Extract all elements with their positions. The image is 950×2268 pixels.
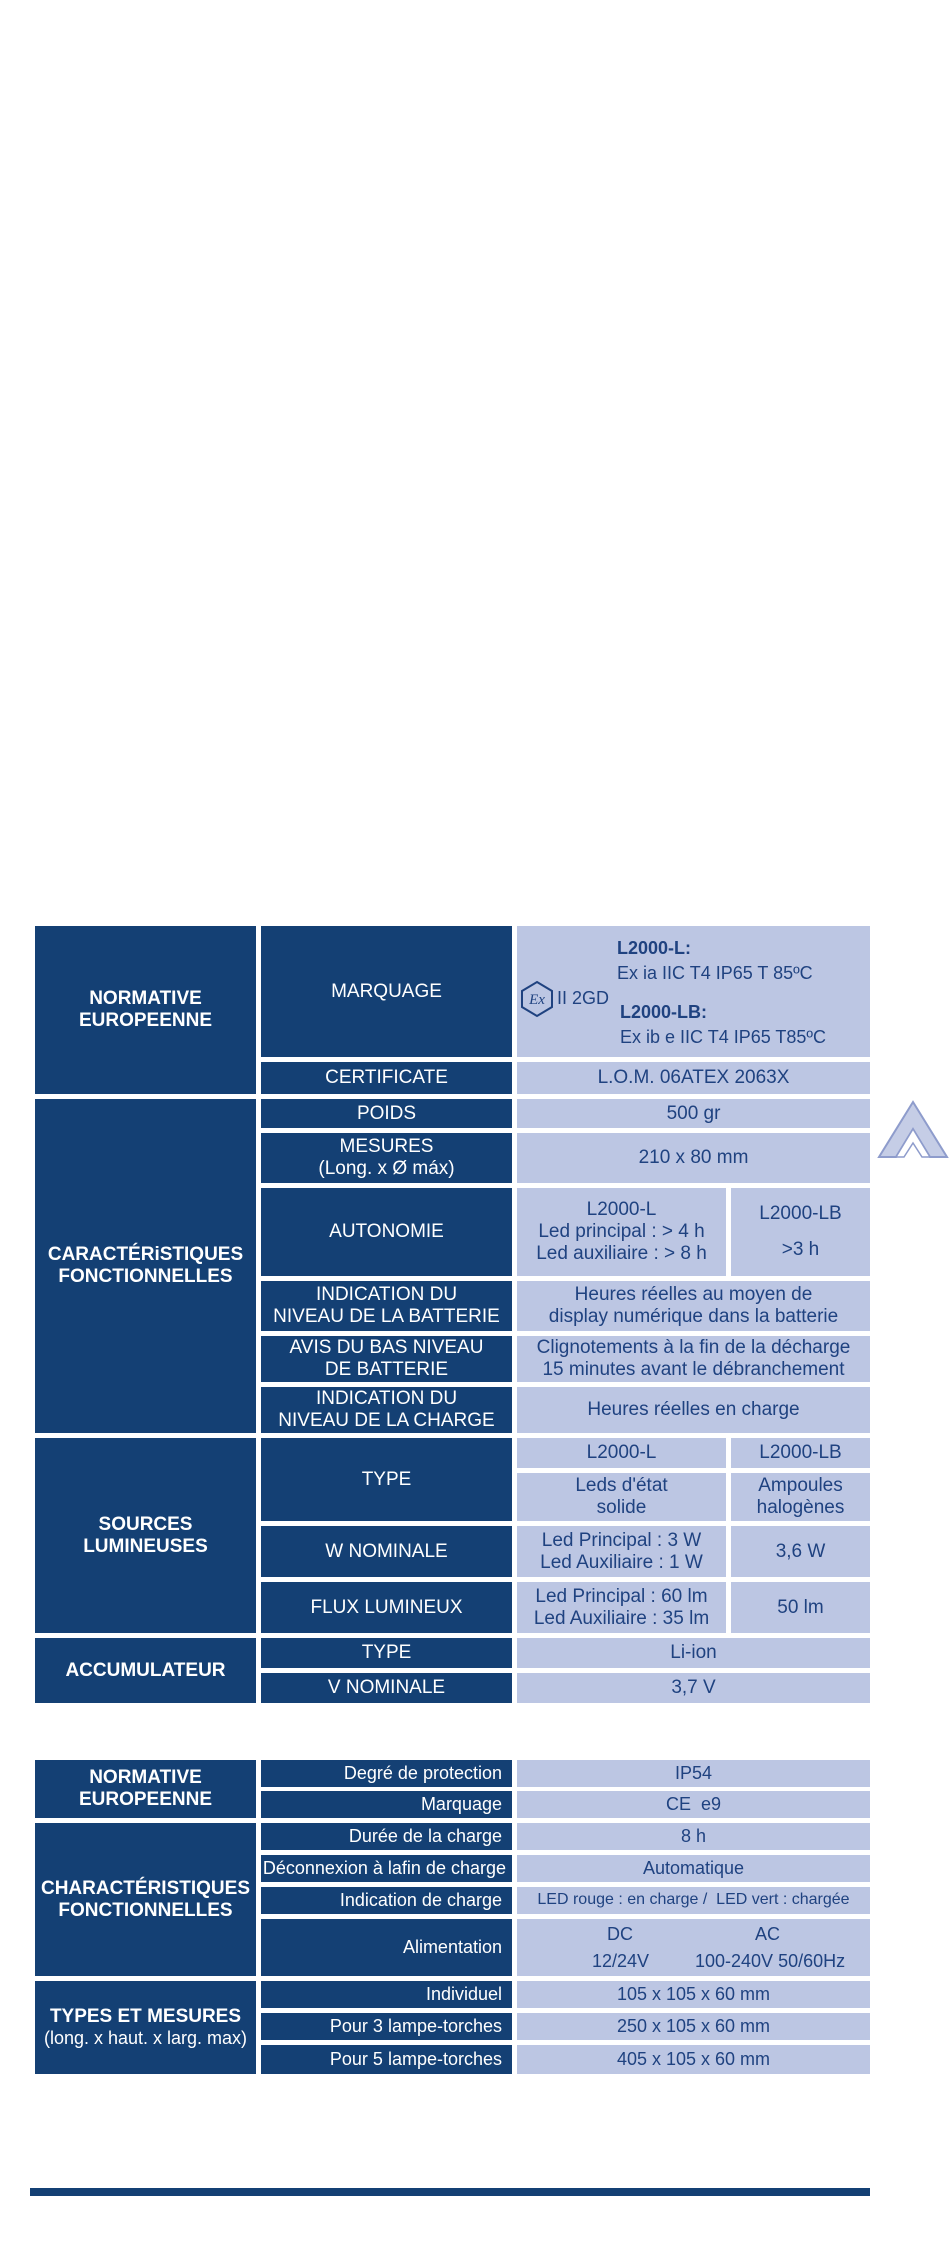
cinq-value — [517, 2045, 870, 2074]
section-normative-line2: EUROPEENNE — [78, 1010, 213, 1031]
certificate-label — [261, 1062, 512, 1094]
section-caracteristiques-line1: CARACTÉRiSTIQUES — [47, 1244, 244, 1266]
indication-value — [517, 1887, 870, 1914]
section-normative — [35, 926, 256, 1094]
certificate-value — [517, 1062, 870, 1094]
trois-value-text: 250 x 105 x 60 mm — [616, 2016, 771, 2037]
deconnexion-label-text: Déconnexion à lafin de charge — [262, 1858, 506, 1879]
batterie-label-line1: INDICATION DU — [315, 1284, 458, 1306]
autonomie-l-value — [517, 1188, 726, 1276]
avis-label — [261, 1336, 512, 1382]
section-normative-2-line1: NORMATIVE — [89, 1767, 202, 1789]
section-normative-line1: NORMATIVE — [89, 988, 202, 1010]
wnom-lb-text: 3,6 W — [775, 1540, 826, 1562]
autonomie-label — [261, 1188, 512, 1276]
autonomie-lb-title: L2000-LB — [759, 1202, 842, 1224]
indication-label-text: Indication de charge — [339, 1890, 502, 1911]
bottom-divider — [30, 2188, 870, 2196]
duree-label-text: Durée de la charge — [348, 1826, 502, 1847]
l2000-lb-code: Ex ib e IIC T4 IP65 T85ºC — [620, 1027, 827, 1047]
autonomie-lb-hours: >3 h — [781, 1239, 820, 1261]
poids-value — [517, 1099, 870, 1128]
autonomie-label-text: AUTONOMIE — [329, 1221, 444, 1243]
autonomie-lb-value — [731, 1188, 870, 1276]
wnom-l-line2: Led Auxiliaire : 1 W — [540, 1551, 703, 1573]
trois-label — [261, 2013, 512, 2040]
individuel-value — [517, 1981, 870, 2008]
flux-lb-text: 50 lm — [777, 1596, 824, 1618]
batterie-value — [517, 1281, 870, 1331]
section-caracteristiques-2-line2: FONCTIONNELLES — [58, 1899, 233, 1921]
source-type-lb-value — [731, 1473, 870, 1521]
indication-label — [261, 1887, 512, 1914]
alim-dc-header: DC — [607, 1924, 633, 1944]
source-type-l-line1: Leds d'état — [575, 1475, 668, 1497]
charge-label — [261, 1387, 512, 1433]
wnom-label — [261, 1526, 512, 1577]
avis-value-line2: 15 minutes avant le débranchement — [542, 1359, 845, 1380]
wnom-lb-value — [731, 1526, 870, 1577]
accu-type-label-text: TYPE — [361, 1642, 412, 1664]
poids-label-text: POIDS — [356, 1102, 417, 1124]
cinq-label-text: Pour 5 lampe-torches — [329, 2049, 502, 2070]
duree-label — [261, 1823, 512, 1850]
certificate-value-text: L.O.M. 06ATEX 2063X — [597, 1067, 790, 1089]
col-header-l2000-l — [517, 1438, 726, 1468]
avis-value-line1: Clignotements à la fin de la décharge — [536, 1337, 851, 1359]
charge-label-line1: INDICATION DU — [315, 1388, 458, 1410]
flux-l-line1: Led Principal : 60 lm — [535, 1585, 708, 1607]
duree-value-text: 8 h — [680, 1826, 707, 1847]
marquage-label-text: MARQUAGE — [331, 980, 442, 1002]
flux-lb-value — [731, 1582, 870, 1633]
section-sources-line2: LUMINEUSES — [83, 1535, 208, 1557]
section-sources-line1: SOURCES — [98, 1513, 193, 1535]
alim-ac-header: AC — [755, 1924, 781, 1944]
section-types-line1: TYPES ET MESURES — [49, 2006, 242, 2028]
poids-value-text: 500 gr — [666, 1102, 721, 1124]
certificate-label-text: CERTIFICATE — [325, 1067, 448, 1089]
avis-label-line2: DE BATTERIE — [324, 1359, 449, 1380]
mesures-label-line1: MESURES — [339, 1136, 434, 1158]
section-caracteristiques-2 — [35, 1823, 256, 1976]
vnom-value-text: 3,7 V — [671, 1677, 716, 1699]
protection-label — [261, 1760, 512, 1787]
section-accumulateur-text: ACCUMULATEUR — [65, 1659, 226, 1681]
charge-value-text: Heures réelles en charge — [587, 1399, 800, 1421]
col-header-l2000-lb-text: L2000-LB — [759, 1442, 842, 1464]
section-sources — [35, 1438, 256, 1633]
section-accumulateur — [35, 1638, 256, 1703]
cinq-label — [261, 2045, 512, 2074]
protection-label-text: Degré de protection — [343, 1763, 502, 1784]
flux-label-text: FLUX LUMINEUX — [310, 1596, 463, 1618]
individuel-label-text: Individuel — [425, 1984, 502, 2005]
charge-value — [517, 1387, 870, 1433]
marquage-2-value — [517, 1791, 870, 1818]
deconnexion-label — [261, 1855, 512, 1882]
wnom-l-value — [517, 1526, 726, 1577]
autonomie-l-title: L2000-L — [586, 1199, 657, 1221]
avis-value — [517, 1336, 870, 1382]
l2000-l-title: L2000-L: — [617, 938, 692, 958]
alim-dc-value: 12/24V — [592, 1951, 650, 1971]
mesures-value — [517, 1133, 870, 1183]
wnom-l-line1: Led Principal : 3 W — [541, 1529, 702, 1551]
cinq-value-text: 405 x 105 x 60 mm — [616, 2049, 771, 2070]
flux-l-line2: Led Auxiliaire : 35 lm — [533, 1607, 710, 1629]
ii-2gd-text: II 2GD — [557, 988, 610, 1008]
alimentation-value — [517, 1919, 870, 1976]
individuel-label — [261, 1981, 512, 2008]
source-type-l-line2: solide — [596, 1497, 647, 1518]
poids-label — [261, 1099, 512, 1128]
autonomie-l-auxiliaire: Led auxiliaire : > 8 h — [536, 1242, 707, 1264]
col-header-l2000-lb — [731, 1438, 870, 1468]
duree-value — [517, 1823, 870, 1850]
avis-label-line1: AVIS DU BAS NIVEAU — [289, 1337, 484, 1359]
alim-ac-value: 100-240V 50/60Hz — [695, 1951, 846, 1971]
alimentation-label-text: Alimentation — [402, 1937, 502, 1958]
deconnexion-value-text: Automatique — [642, 1858, 745, 1879]
deconnexion-value — [517, 1855, 870, 1882]
marquage-label — [261, 926, 512, 1057]
batterie-value-line2: display numérique dans la batterie — [548, 1306, 839, 1327]
alimentation-label — [261, 1919, 512, 1976]
section-caracteristiques — [35, 1099, 256, 1433]
source-type-label-text: TYPE — [361, 1468, 412, 1490]
col-header-l2000-l-text: L2000-L — [586, 1442, 657, 1464]
protection-value — [517, 1760, 870, 1787]
flux-label — [261, 1582, 512, 1633]
batterie-label — [261, 1281, 512, 1331]
l2000-l-code: Ex ia IIC T4 IP65 T 85ºC — [617, 963, 813, 983]
marquage-2-label-text: Marquage — [420, 1794, 502, 1815]
mesures-label — [261, 1133, 512, 1183]
accu-type-label — [261, 1638, 512, 1668]
mesures-value-text: 210 x 80 mm — [638, 1147, 749, 1169]
section-caracteristiques-2-line1: CHARACTÉRISTIQUES — [40, 1877, 250, 1899]
trois-value — [517, 2013, 870, 2040]
batterie-label-line2: NIVEAU DE LA BATTERIE — [273, 1306, 500, 1327]
section-types-line2: (long. x haut. x larg. max) — [43, 2028, 248, 2049]
source-type-l-value — [517, 1473, 726, 1521]
wnom-label-text: W NOMINALE — [325, 1540, 448, 1562]
source-type-lb-line2: halogènes — [756, 1497, 845, 1518]
up-arrow-logo-icon — [876, 1099, 950, 1163]
source-type-lb-line1: Ampoules — [758, 1475, 843, 1497]
protection-value-text: IP54 — [674, 1763, 713, 1784]
l2000-lb-title: L2000-LB: — [620, 1002, 708, 1022]
mesures-label-line2: (Long. x Ø máx) — [318, 1158, 455, 1179]
marquage-value — [517, 926, 870, 1057]
ex-symbol-text: Ex — [529, 992, 545, 1008]
individuel-value-text: 105 x 105 x 60 mm — [616, 1984, 771, 2005]
ex-hexagon-icon — [520, 980, 554, 1018]
section-normative-2-line2: EUROPEENNE — [78, 1789, 213, 1810]
source-type-label — [261, 1438, 512, 1521]
accu-type-value — [517, 1638, 870, 1668]
trois-label-text: Pour 3 lampe-torches — [329, 2016, 502, 2037]
section-caracteristiques-line2: FONCTIONNELLES — [58, 1266, 233, 1287]
batterie-value-line1: Heures réelles au moyen de — [574, 1284, 813, 1306]
accu-type-value-text: Li-ion — [670, 1642, 717, 1664]
vnom-label — [261, 1673, 512, 1703]
flux-l-value — [517, 1582, 726, 1633]
indication-value-text: LED rouge : en charge / LED vert : chargée — [537, 1891, 850, 1909]
autonomie-l-principal: Led principal : > 4 h — [538, 1221, 705, 1243]
section-types-mesures — [35, 1981, 256, 2074]
marquage-2-value-text: CE e9 — [665, 1794, 722, 1815]
section-normative-2 — [35, 1760, 256, 1818]
charge-label-line2: NIVEAU DE LA CHARGE — [278, 1410, 495, 1431]
vnom-value — [517, 1673, 870, 1703]
marquage-2-label — [261, 1791, 512, 1818]
vnom-label-text: V NOMINALE — [327, 1677, 446, 1699]
